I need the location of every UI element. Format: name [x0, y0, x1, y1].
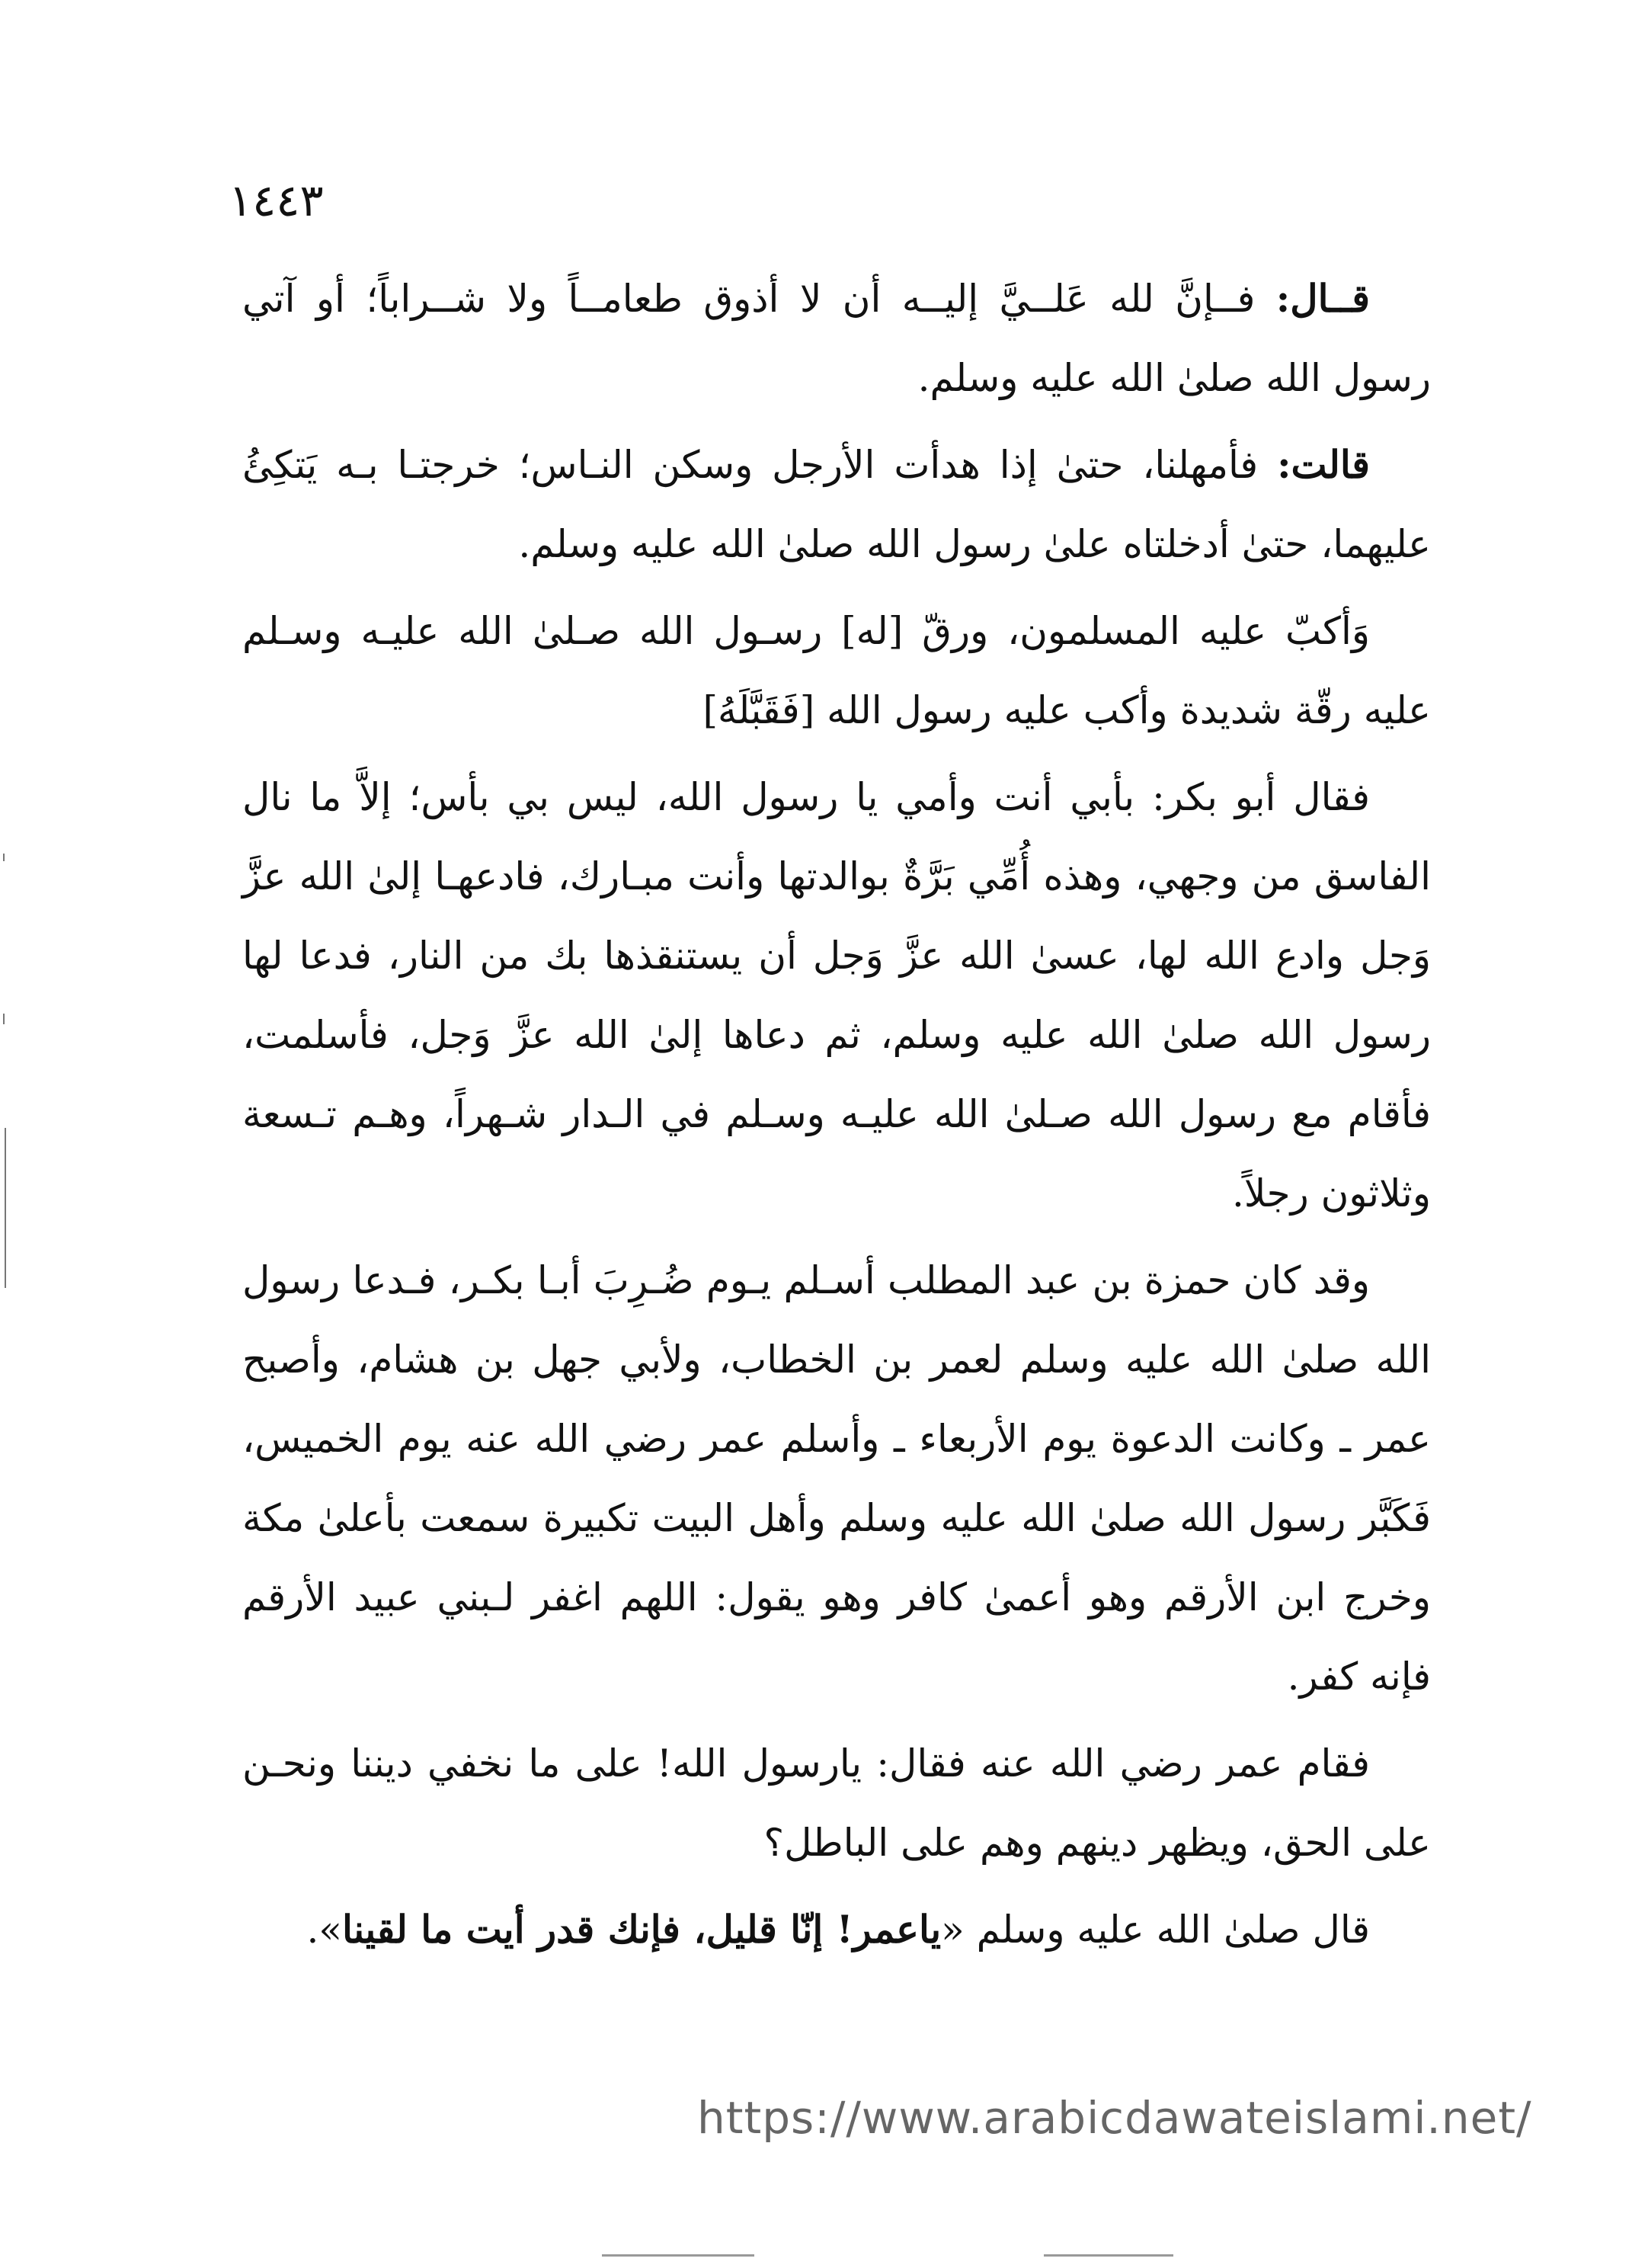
speaker-label: قــال: [1275, 276, 1370, 321]
body-text [242, 259, 1431, 1977]
paragraph-6 [242, 1724, 1431, 1882]
paragraph-text: فقام عمر رضي الله عنه فقال: يارسول الله! على ما نخفي ديننا ونحـن على الحق، ويظهر دينهم وهم على الباطل؟ [242, 1741, 1431, 1865]
page-number: ١٤٤٣ [229, 175, 324, 226]
paragraph-text: قال صلىٰ الله عليه وسلم « [941, 1908, 1370, 1952]
watermark-url: https://www.arabicdawateislami.net/ [697, 2092, 1532, 2144]
paragraph-3 [242, 591, 1431, 750]
bottom-rule-left [602, 2254, 754, 2257]
paragraph-7 [242, 1890, 1431, 1969]
paragraph-text: فقال أبو بكر: بأبي أنت وأمي يا رسول الله، ليس بي بأس؛ إلاَّ ما نال الفاسق من وجهي، وهذه أُمِّي بَرَّةٌ بوالدتها وأنت مبـارك، فادعهـا إلىٰ الله عزَّ وَجل وادع الله لها، عسىٰ الله عزَّ وَجل أن يستنقذها بك من النار، فدعا لها رسول الله صلىٰ الله عليه وسلم، ثم دعاها إلىٰ الله عزَّ وَجل، فأسلمت، فأقام مع رسول الله صـلىٰ الله عليـه وسـلم في الـدار شـهراً، وهـم تـسعة وثلاثون رجلاً. [242, 775, 1431, 1216]
paragraph-1 [242, 259, 1431, 418]
paragraph-text: وقد كان حمزة بن عبد المطلب أسـلم يـوم ضُـرِبَ أبـا بكـر، فـدعا رسول الله صلىٰ الله عليه وسلم لعمر بن الخطاب، ولأبي جهل بن هشام، وأصبح عمر ـ وكانت الدعوة يوم الأربعاء ـ وأسلم عمر رضي الله عنه يوم الخميس، فَكَبَّر رسول الله صلىٰ الله عليه وسلم وأهل البيت تكبيرة سمعت بأعلىٰ مكة وخرج ابن الأرقم وهو أعمىٰ كافر وهو يقول: اللهم اغفر لـبني عبيد الأرقم فإنه كفر. [242, 1258, 1431, 1699]
quoted-hadith: ياعمر! إنّا قليل، فإنك قدر أيت ما لقينا [341, 1907, 942, 1952]
scan-edge-tick [3, 1014, 5, 1024]
scan-edge-tick [3, 854, 5, 861]
closing-quote: ». [306, 1908, 342, 1952]
paragraph-text: فــإنَّ لله عَلــيَّ إليــه أن لا أذوق طعامــاً ولا شــراباً؛ أو آتي رسول الله صلىٰ الله عليه وسلم. [242, 277, 1431, 400]
paragraph-5 [242, 1241, 1431, 1716]
paragraph-text: فأمهلنا، حتىٰ إذا هدأت الأرجل وسكن النـاس؛ خرجتـا بـه يَتكِئُ عليهما، حتىٰ أدخلتاه علىٰ رسول الله صلىٰ الله عليه وسلم. [242, 443, 1431, 566]
scan-edge-mark [5, 1128, 6, 1288]
paragraph-2 [242, 425, 1431, 584]
paragraph-text: وَأكبّ عليه المسلمون، ورقّ [له] رسـول الله صـلىٰ الله عليـه وسـلم عليه رقّة شديدة وأكب عليه رسول الله [فَقَبَّلَهُ] [242, 609, 1431, 732]
speaker-label: قالت: [1277, 442, 1370, 487]
bottom-rule-right [1044, 2254, 1173, 2257]
paragraph-4 [242, 758, 1431, 1233]
